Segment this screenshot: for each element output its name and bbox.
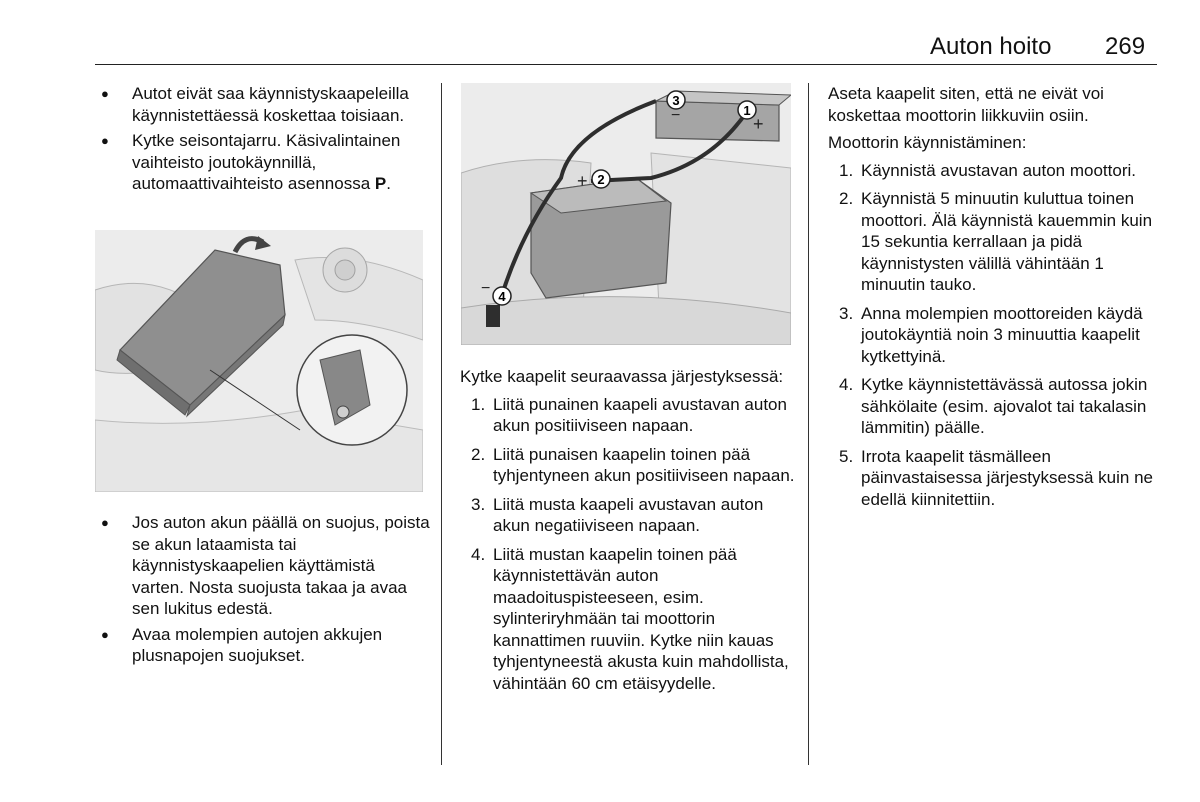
callout-4: 4	[498, 289, 506, 304]
column-divider	[808, 83, 809, 765]
svg-text:+: +	[753, 114, 764, 134]
jump-start-illustration	[461, 83, 791, 345]
column-divider	[441, 83, 442, 765]
list-item: 2. Liitä punaisen kaapelin toinen pää tyhjentyneen akun positiiviseen napaan.	[471, 444, 795, 485]
paragraph: Kytke kaapelit seuraavassa järjestyksessä:	[460, 367, 784, 386]
list-item: 5. Irrota kaapelit täsmälleen päinvastaisessa järjestyksessä kuin ne edellä kiinnitettiin.	[839, 446, 1153, 509]
list-item: 1. Liitä punainen kaapeli avustavan auton akun positiiviseen napaan.	[471, 394, 787, 435]
callout-3: 3	[672, 93, 680, 108]
svg-text:−: −	[481, 280, 491, 297]
list-item: ● Kytke seisontajarru. Käsivalintainen vaihteisto joutokäynnillä, automaattivaihteisto asennossa P.	[95, 130, 430, 195]
list-item: ● Jos auton akun päällä on suojus, poista se akun lataamista tai käynnistyskaapelien käyttämistä varten. Nosta suojusta takaa ja avaa sen lukitus edestä.	[95, 512, 430, 620]
gear-position-p: P	[374, 174, 387, 193]
column-1-bottom	[95, 512, 430, 671]
page-number: 269	[1105, 33, 1146, 60]
list-item: 3. Anna molempien moottoreiden käydä joutokäyntiä noin 3 minuuttia kaapelit kytkettyinä.	[839, 303, 1143, 366]
svg-text:−: −	[671, 107, 681, 124]
callout-2: 2	[597, 172, 605, 187]
column-1-top	[95, 83, 430, 199]
list-item: ● Autot eivät saa käynnistyskaapeleilla käynnistettäessä koskettaa toisiaan.	[95, 83, 430, 126]
list-item: 4. Kytke käynnistettävässä autossa jokin sähkölaite (esim. ajovalot tai takalasin lämmitin) päälle.	[839, 375, 1148, 437]
list-item: 2. Käynnistä 5 minuutin kuluttua toinen moottori. Älä käynnistä kauemmin kuin 15 sekuntia kerrallaan ja pidä käynnistysten välillä vähintään 1 minuutin tauko.	[839, 189, 1153, 294]
callout-1: 1	[743, 103, 751, 118]
list-item: 1. Käynnistä avustavan auton moottori.	[839, 160, 1136, 180]
subheading: Moottorin käynnistäminen:	[828, 133, 1027, 152]
header-rule	[95, 64, 1157, 65]
list-item: 3. Liitä musta kaapeli avustavan auton akun negatiiviseen napaan.	[471, 494, 764, 535]
list-item: 4. Liitä mustan kaapelin toinen pää käynnistettävän auton maadoituspisteeseen, esim. sylinteriryhmään tai moottorin kannattimen ruuviin. Kytke niin kauas tyhjentyneestä akusta kuin mahdollista, vähintään 60 cm etäisyydelle.	[471, 544, 789, 693]
paragraph: Aseta kaapelit siten, että ne eivät voi koskettaa moottorin liikkuviin osiin.	[828, 84, 1104, 125]
column-2-text	[460, 366, 795, 701]
battery-cover-illustration	[95, 230, 423, 492]
column-3-text	[828, 83, 1163, 517]
list-item: ● Avaa molempien autojen akkujen plusnapojen suojukset.	[95, 624, 430, 667]
section-title: Auton hoito	[930, 33, 1052, 60]
svg-text:+: +	[577, 171, 588, 191]
